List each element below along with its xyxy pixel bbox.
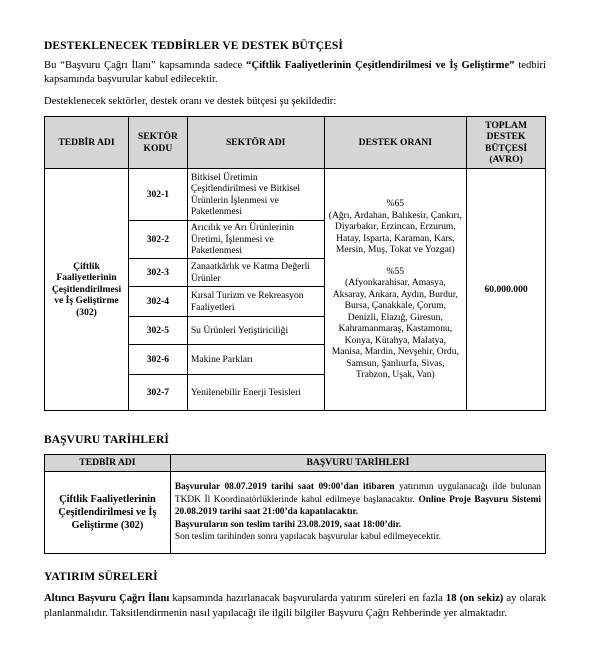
call-name-text: Altıncı Başvuru Çağrı İlanı [44,593,170,604]
period-text-2: ay olarak planlanmalıdır. Taksitlendirmenin nasıl yapılacağı ile ilgili bilgiler Başvuru Çağrı Rehberinde yer almaktadır. [44,593,547,619]
sector-code: 302-7 [128,375,187,411]
sector-code: 302-2 [128,221,187,259]
measure-cell: Çiftlik Faaliyetlerinin Çeşitlendirilmesi ve İş Geliştirme (302) [45,169,129,411]
support-rate-cell [324,169,467,411]
section-title-support: DESTEKLENECEK TEDBİRLER VE DESTEK BÜTÇESİ [44,40,343,52]
sector-code: 302-1 [128,169,187,221]
investment-period-paragraph [44,591,546,621]
section-title-investment-periods: YATIRIM SÜRELERİ [44,571,158,583]
table-row [45,169,546,221]
header-application-dates: BAŞVURU TARİHLERİ [170,455,545,472]
section-title-application-dates: BAŞVURU TARİHLERİ [44,434,169,446]
header-total-budget: TOPLAM DESTEK BÜTÇESİ (AVRO) [467,117,546,169]
online-system-close-text: Online Proje Başvuru Sistemi 20.08.2019 tarihi saat 21:00’da kapatılacaktır. [174,494,542,518]
sector-name: Su Ürünleri Yetiştiriciliği [187,317,324,345]
rate-55-percent: %55 [386,265,405,277]
sector-name: Yenilenebilir Enerji Tesisleri [187,375,324,411]
sector-name: Bitkisel Üretimin Çeşitlendirilmesi ve Bitkisel Ürünlerin İşlenmesi ve Paketlenmesi [187,169,324,221]
max-months-text: 18 (on sekiz) [445,593,504,604]
header-support-rate: DESTEK ORANI [324,117,467,169]
sectors-intro: Desteklenecek sektörler, destek oranı ve destek bütçesi şu şekildedir: [44,96,337,107]
rate-55-provinces: (Afyonkarahisar, Amasya, Aksaray, Ankara, Aydın, Burdur, Bursa, Çanakkale, Çorum, Denizli, Elazığ, Giresun, Kahramanmaraş, Kastamonu, Konya, Kütahya, Malatya, Manisa, Mardin, Nevşehir, Ordu, Samsun, Şanlıurfa, Sivas, Trabzon, Uşak, Van) [331,277,459,381]
sector-code: 302-3 [128,259,187,287]
dates-measure-cell: Çiftlik Faaliyetlerinin Çeşitlendirilmesi ve İş Geliştirme (302) [45,472,171,554]
total-budget: 60.000.000 [467,169,546,411]
header-measure: TEDBİR ADI [45,117,129,169]
rate-65-provinces: (Ağrı, Ardahan, Balıkesir, Çankırı, Diyarbakır, Erzincan, Erzurum, Hatay, Isparta, Karaman, Kars, Mersin, Muş, Tokat ve Yozgat) [328,209,462,256]
header-sector-name: SEKTÖR ADI [187,117,324,169]
sector-code: 302-5 [128,317,187,345]
sector-name: Makine Parkları [187,345,324,375]
sector-name: Zanaatkârlık ve Katma Değerli Ürünler [187,259,324,287]
table-row [45,472,546,554]
application-dates-table [44,454,546,554]
sectors-table [44,116,546,411]
deadline-text: Başvuruların son teslim tarihi 23.08.2019, saat 18:00’dir. [174,519,402,530]
start-date-text: Başvurular 08.07.2019 tarihi saat 09:00’dan itibaren [174,482,395,493]
intro-text-1: Bu “Başvuru Çağrı İlanı” kapsamında sadece [44,60,247,71]
dates-detail-cell [170,472,545,554]
sector-name: Arıcılık ve Arı Ürünlerinin Üretimi, İşlenmesi ve Paketlenmesi [187,221,324,259]
sectors-table-header [45,117,546,169]
period-text-1: kapsamında hazırlanacak başvurularda yatırım süreleri en fazla [169,593,446,604]
dates-line-3: Son teslim tarihinden sonra yapılacak başvurular kabul edilmeyecektir. [174,532,441,543]
dates-line-2 [175,519,541,532]
start-date-rest: yatırımın uygulanacağı ilde bulunan TKDK İl Koordinatörlüklerinde kabul edilmeye başlanacaktır. [174,482,541,505]
dates-table-header [45,455,546,472]
rate-65-percent: %65 [386,198,405,210]
intro-measure-name: “Çiftlik Faaliyetlerinin Çeşitlendirilmesi ve İş Geliştirme” [246,60,515,71]
sector-code: 302-4 [128,287,187,317]
sector-code: 302-6 [128,345,187,375]
header-measure: TEDBİR ADI [45,455,171,472]
sector-name: Kırsal Turizm ve Rekreasyon Faaliyetleri [187,287,324,317]
intro-paragraph [44,59,546,86]
header-sector-code: SEKTÖR KODU [128,117,187,169]
dates-line-1 [175,481,541,519]
intro-text-2: tedbiri kapsamında başvurular kabul edilecektir. [44,60,547,85]
